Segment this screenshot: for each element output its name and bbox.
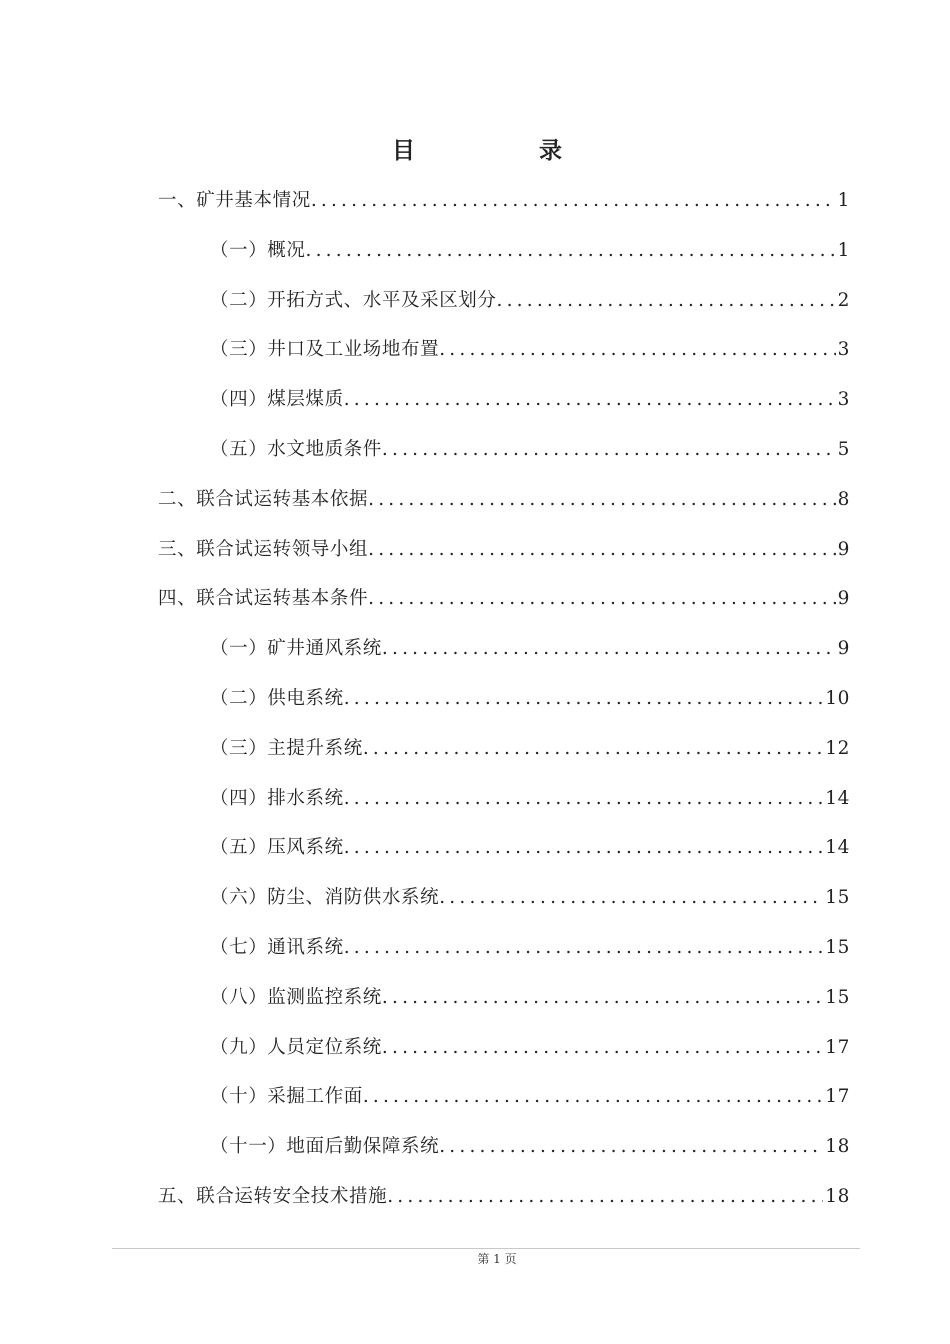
toc-entry[interactable] [158,880,850,930]
table-of-contents [158,183,850,1229]
toc-leader-dots [344,930,824,966]
toc-entry-text: （九）人员定位系统 [210,1036,382,1058]
toc-leader-dots [344,382,836,418]
toc-page-number: 17 [825,1036,850,1058]
toc-leader-dots [363,731,823,767]
toc-leader-dots [344,830,824,866]
toc-leader-dots [306,233,836,269]
toc-page-number: 15 [825,887,850,909]
toc-entry[interactable] [158,731,850,781]
toc-entry[interactable] [158,183,850,233]
toc-entry-text: （一）概况 [210,239,306,261]
toc-page-number: 9 [837,588,850,610]
toc-page-number: 17 [825,1086,850,1108]
page-title: 目 录 [391,137,620,164]
toc-leader-dots [344,681,824,717]
toc-page-number: 15 [825,936,850,958]
toc-entry[interactable] [158,1079,850,1129]
toc-entry-text: （四）排水系统 [210,787,344,809]
toc-leader-dots [382,1030,823,1066]
page-number-footer: 第 1 页 [477,1252,517,1266]
toc-page-number: 1 [837,239,850,261]
toc-entry-text: （一）矿井通风系统 [210,638,382,660]
toc-entry[interactable] [158,1129,850,1179]
toc-entry-text: 四、联合试运转基本条件 [158,588,369,610]
toc-entry[interactable] [158,283,850,333]
toc-entry[interactable] [158,1030,850,1080]
toc-entry-text: （五）压风系统 [210,837,344,859]
toc-leader-dots [439,332,835,368]
toc-leader-dots [382,980,823,1016]
toc-entry[interactable] [158,432,850,482]
toc-entry-text: （七）通讯系统 [210,936,344,958]
toc-page-number: 9 [837,638,850,660]
toc-leader-dots [368,482,836,518]
toc-entry-text: （二）供电系统 [210,687,344,709]
toc-entry[interactable] [158,681,850,731]
toc-leader-dots [382,432,836,468]
toc-page-number: 14 [825,787,850,809]
toc-entry-text: （五）水文地质条件 [210,438,382,460]
toc-page-number: 10 [825,687,850,709]
toc-entry-text: （十一）地面后勤保障系统 [210,1136,440,1158]
toc-entry-text: （三）主提升系统 [210,737,363,759]
toc-leader-dots [368,581,836,617]
toc-page-number: 12 [825,737,850,759]
toc-entry[interactable] [158,930,850,980]
toc-entry[interactable] [158,1179,850,1229]
toc-entry-text: （四）煤层煤质 [210,389,344,411]
toc-entry-text: （八）监测监控系统 [210,986,382,1008]
toc-entry[interactable] [158,382,850,432]
toc-page-number: 1 [837,190,850,211]
toc-entry-text: 三、联合试运转领导小组 [158,538,369,560]
toc-entry[interactable] [158,332,850,382]
toc-entry-text: （二）开拓方式、水平及采区划分 [210,289,497,311]
toc-page-number: 8 [837,488,850,510]
toc-leader-dots [368,532,836,568]
toc-page-number: 2 [837,289,850,311]
toc-entry[interactable] [158,980,850,1030]
toc-page-number: 5 [837,438,850,460]
toc-page-number: 18 [825,1136,850,1158]
toc-leader-dots [439,880,823,916]
toc-page-number: 18 [825,1185,850,1207]
toc-leader-dots [382,631,836,667]
toc-entry-text: （六）防尘、消防供水系统 [210,887,440,909]
toc-leader-dots [439,1129,823,1165]
toc-page-number: 9 [837,538,850,560]
toc-entry[interactable] [158,631,850,681]
toc-entry[interactable] [158,581,850,631]
toc-page-number: 3 [837,389,850,411]
toc-entry[interactable] [158,532,850,582]
toc-entry[interactable] [158,781,850,831]
toc-leader-dots [387,1179,823,1215]
toc-entry[interactable] [158,830,850,880]
toc-entry-text: 二、联合试运转基本依据 [158,488,369,510]
toc-entry[interactable] [158,482,850,532]
toc-leader-dots [344,781,824,817]
toc-entry[interactable] [158,233,850,283]
toc-entry-text: （三）井口及工业场地布置 [210,339,440,361]
toc-page-number: 3 [837,339,850,361]
toc-entry-text: （十）采掘工作面 [210,1086,363,1108]
footer-divider [112,1248,860,1249]
toc-page-number: 14 [825,837,850,859]
toc-leader-dots [363,1079,823,1115]
toc-leader-dots [311,183,836,219]
toc-entry-text: 五、联合运转安全技术措施 [158,1185,388,1207]
toc-page-number: 15 [825,986,850,1008]
toc-leader-dots [497,283,836,319]
toc-entry-text: 一、矿井基本情况 [158,190,311,211]
